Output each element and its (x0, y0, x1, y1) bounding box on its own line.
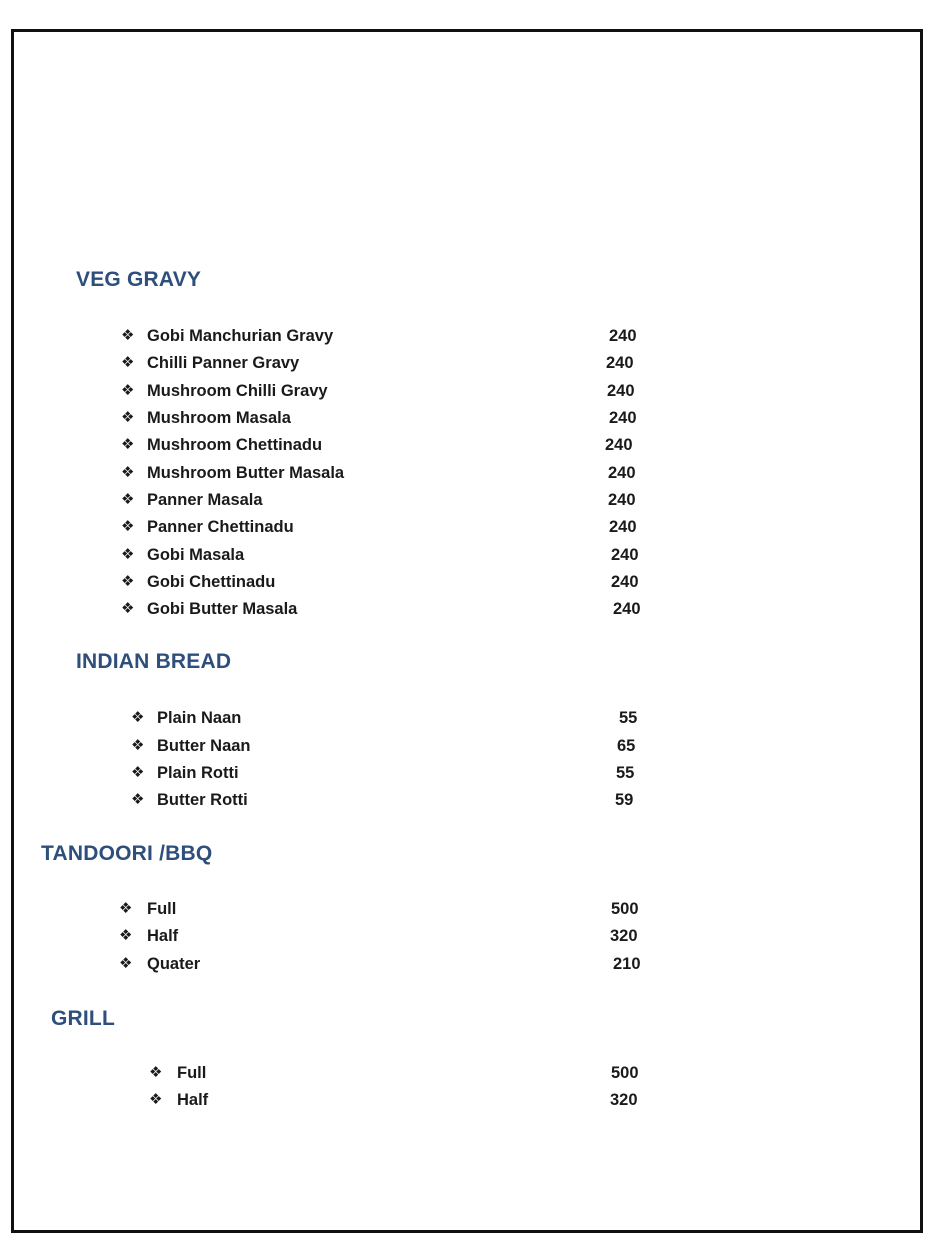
diamond-bullet-icon: ❖ (121, 573, 135, 590)
diamond-bullet-icon: ❖ (131, 737, 145, 754)
item-name: Plain Naan (157, 709, 242, 727)
item-name: Butter Naan (157, 737, 251, 755)
item-price: 500 (611, 900, 639, 918)
item-name: Half (177, 1091, 209, 1109)
item-name: Mushroom Butter Masala (147, 464, 345, 482)
diamond-bullet-icon: ❖ (121, 327, 135, 344)
item-price: 240 (606, 354, 634, 372)
item-price: 240 (613, 600, 641, 618)
diamond-bullet-icon: ❖ (149, 1064, 163, 1081)
item-name: Full (147, 900, 177, 918)
section-title-grill: GRILL (51, 1007, 115, 1030)
item-price: 240 (605, 436, 633, 454)
item-price: 240 (611, 573, 639, 591)
item-name: Gobi Butter Masala (147, 600, 298, 618)
item-price: 500 (611, 1064, 639, 1082)
page-border (11, 29, 923, 1233)
item-price: 59 (615, 791, 634, 809)
diamond-bullet-icon: ❖ (121, 518, 135, 535)
item-price: 320 (610, 1091, 638, 1109)
item-price: 240 (611, 546, 639, 564)
diamond-bullet-icon: ❖ (121, 546, 135, 563)
diamond-bullet-icon: ❖ (131, 791, 145, 808)
item-price: 210 (613, 955, 641, 973)
item-name: Plain Rotti (157, 764, 239, 782)
item-price: 55 (616, 764, 635, 782)
diamond-bullet-icon: ❖ (121, 382, 135, 399)
item-name: Gobi Chettinadu (147, 573, 276, 591)
diamond-bullet-icon: ❖ (131, 709, 145, 726)
item-price: 240 (608, 491, 636, 509)
item-name: Butter Rotti (157, 791, 248, 809)
diamond-bullet-icon: ❖ (119, 900, 133, 917)
item-price: 240 (609, 327, 637, 345)
item-name: Half (147, 927, 179, 945)
section-title-tandoori-bbq: TANDOORI /BBQ (41, 842, 213, 865)
diamond-bullet-icon: ❖ (149, 1091, 163, 1108)
diamond-bullet-icon: ❖ (121, 491, 135, 508)
item-price: 320 (610, 927, 638, 945)
item-name: Panner Chettinadu (147, 518, 294, 536)
item-name: Gobi Masala (147, 546, 245, 564)
diamond-bullet-icon: ❖ (131, 764, 145, 781)
diamond-bullet-icon: ❖ (121, 464, 135, 481)
diamond-bullet-icon: ❖ (121, 600, 135, 617)
item-name: Panner Masala (147, 491, 263, 509)
item-price: 240 (609, 409, 637, 427)
diamond-bullet-icon: ❖ (119, 955, 133, 972)
section-title-veg-gravy: VEG GRAVY (76, 268, 202, 291)
item-name: Chilli Panner Gravy (147, 354, 300, 372)
item-price: 240 (607, 382, 635, 400)
diamond-bullet-icon: ❖ (119, 927, 133, 944)
item-price: 240 (608, 464, 636, 482)
section-title-indian-bread: INDIAN BREAD (76, 650, 232, 673)
item-price: 240 (609, 518, 637, 536)
item-name: Full (177, 1064, 207, 1082)
diamond-bullet-icon: ❖ (121, 354, 135, 371)
item-name: Mushroom Masala (147, 409, 291, 427)
item-price: 55 (619, 709, 638, 727)
item-name: Mushroom Chettinadu (147, 436, 323, 454)
diamond-bullet-icon: ❖ (121, 436, 135, 453)
item-price: 65 (617, 737, 636, 755)
item-name: Quater (147, 955, 201, 973)
item-name: Gobi Manchurian Gravy (147, 327, 334, 345)
item-name: Mushroom Chilli Gravy (147, 382, 328, 400)
diamond-bullet-icon: ❖ (121, 409, 135, 426)
